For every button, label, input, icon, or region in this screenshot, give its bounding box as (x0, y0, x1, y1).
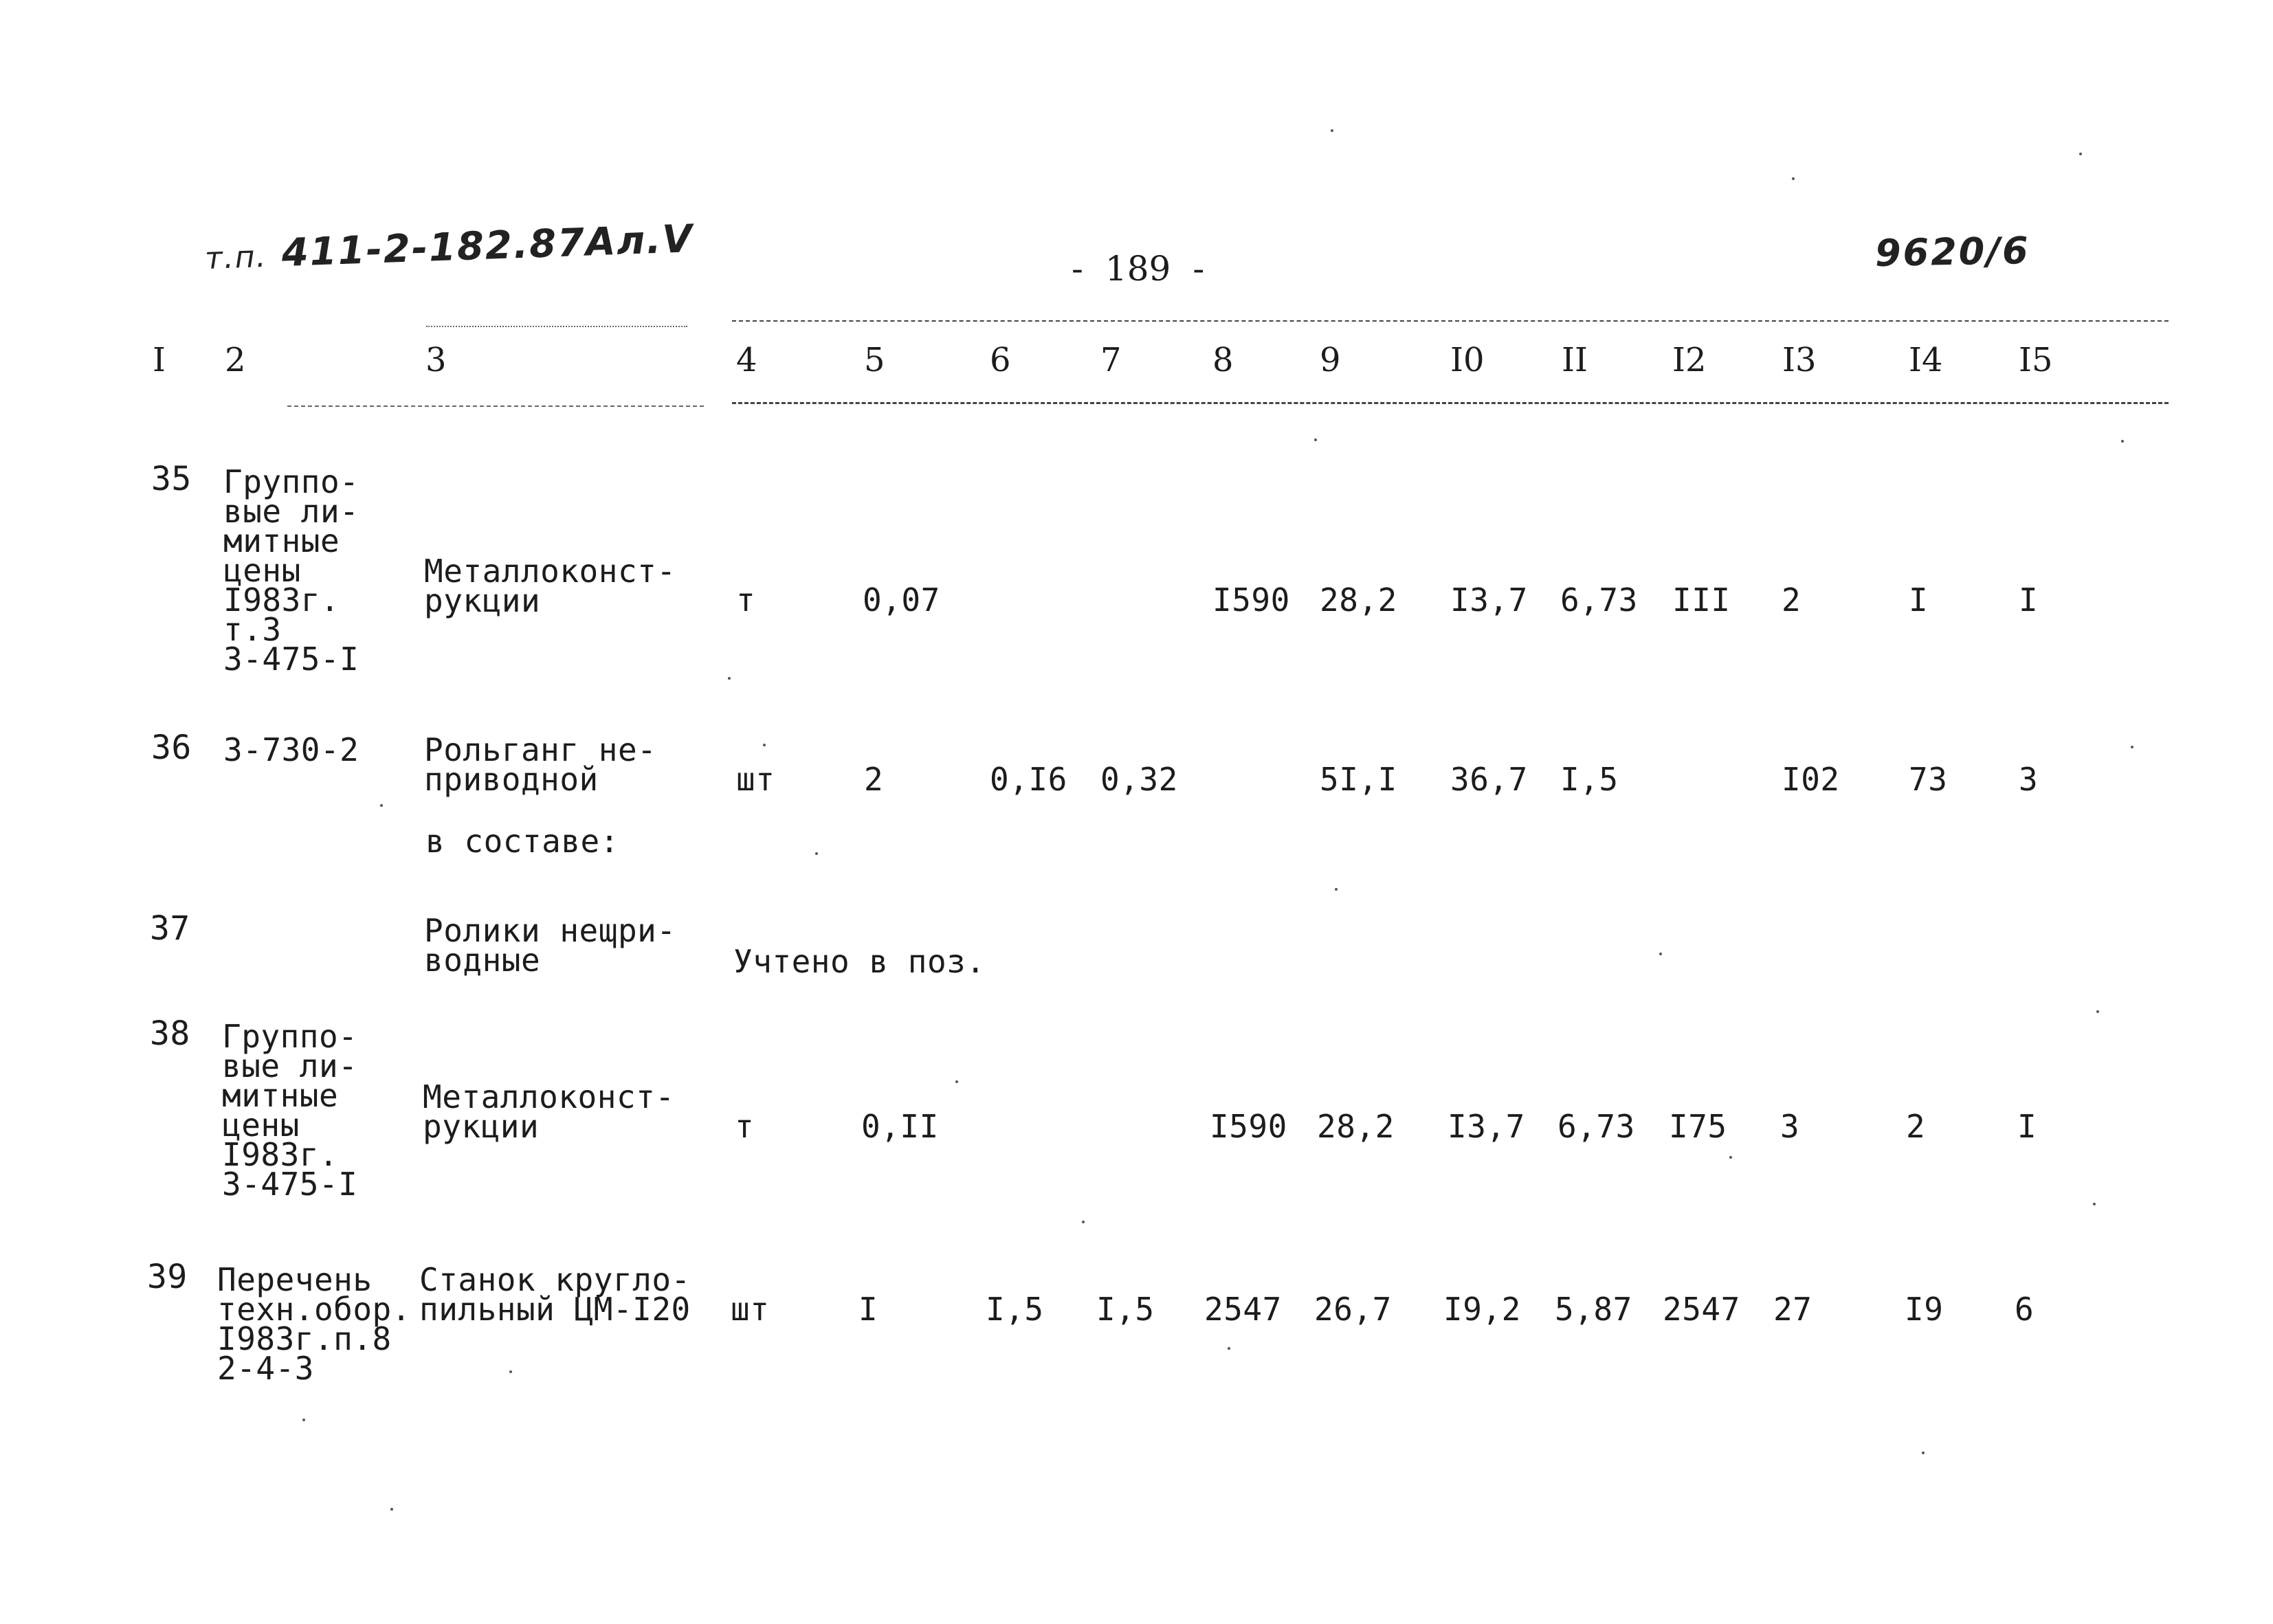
column-number: 3 (425, 341, 447, 379)
column-number: I5 (2019, 341, 2053, 379)
cell-col-5: 2 (864, 761, 884, 798)
composition-note: в составе: (425, 823, 619, 860)
cell-col-15: 6 (2015, 1291, 2034, 1328)
cell-col-12: 2547 (1663, 1291, 1740, 1328)
column-number: 2 (225, 341, 246, 379)
unit: т (736, 581, 756, 619)
header-rule-dotted (426, 326, 687, 327)
unit: шт (731, 1291, 770, 1328)
column-number: 8 (1212, 341, 1234, 379)
scan-speck (1335, 888, 1338, 891)
header-rule-bottom-left (287, 405, 704, 407)
cell-col-13: 2 (1782, 581, 1801, 619)
scan-speck (1082, 1221, 1085, 1223)
cell-col-15: I (2017, 1108, 2037, 1145)
document-reference-prefix: т.п. (204, 238, 268, 276)
cell-col-12: I75 (1669, 1108, 1727, 1145)
scan-speck (1228, 1347, 1230, 1350)
row-number: 37 (150, 909, 190, 948)
page-number-value: 189 (1105, 249, 1171, 289)
scan-speck (955, 1080, 958, 1083)
column-number: 5 (864, 341, 885, 379)
column-number: I (153, 341, 166, 379)
scan-speck (302, 1419, 305, 1421)
cell-col-13: 3 (1780, 1108, 1800, 1145)
source-reference: Перечень техн.обор. I983г.п.8 2-4-3 (217, 1261, 411, 1387)
item-name: Металлоконст- рукции (424, 553, 676, 619)
column-number: I0 (1450, 341, 1485, 379)
cell-col-6: 0,I6 (990, 761, 1067, 798)
cell-col-9: 28,2 (1320, 581, 1397, 619)
scan-speck (2121, 440, 2124, 443)
scan-speck (1314, 438, 1317, 441)
source-reference: Группо- вые ли- митные цены I983г. 3-475-I (222, 1018, 358, 1203)
cell-col-8: 2547 (1204, 1291, 1282, 1328)
cell-col-14: I (1909, 581, 1929, 619)
cell-col-10: I9,2 (1443, 1291, 1521, 1328)
row-number: 36 (151, 728, 192, 767)
item-name: Металлоконст- рукции (423, 1078, 675, 1145)
unit: шт (736, 761, 775, 798)
scan-speck (1659, 953, 1662, 955)
document-reference-code: 411-2-182.87Ал.V (280, 216, 694, 276)
cell-col-10: 36,7 (1450, 761, 1528, 798)
row-number: 35 (151, 460, 192, 498)
cell-col-7: 0,32 (1100, 761, 1178, 798)
cell-col-11: I,5 (1560, 761, 1619, 798)
column-number: 7 (1100, 341, 1122, 379)
cell-col-11: 6,73 (1557, 1108, 1635, 1145)
cell-col-9: 5I,I (1320, 761, 1397, 798)
unit: т (735, 1108, 755, 1145)
column-number: II (1562, 341, 1588, 379)
cell-col-5: I (858, 1291, 878, 1328)
scan-speck (763, 744, 766, 746)
row-number: 39 (147, 1258, 188, 1296)
column-number: 6 (990, 341, 1011, 379)
cell-col-13: 27 (1773, 1291, 1812, 1328)
item-name: Рольганг не- приводной (424, 731, 657, 798)
scan-speck (2131, 746, 2133, 748)
cell-col-6: I,5 (986, 1291, 1044, 1328)
scan-speck (390, 1508, 393, 1511)
document-reference (204, 216, 694, 278)
scan-speck (2096, 1010, 2099, 1013)
cell-col-11: 5,87 (1555, 1291, 1632, 1328)
cell-col-10: I3,7 (1448, 1108, 1525, 1145)
accounted-note: Учтено в поз. (733, 943, 986, 980)
cell-col-13: I02 (1782, 761, 1840, 798)
dash: - (1072, 249, 1083, 289)
column-number: 9 (1320, 341, 1341, 379)
cell-col-7: I,5 (1096, 1291, 1155, 1328)
cell-col-5: 0,II (861, 1108, 939, 1145)
cell-col-15: 3 (2019, 761, 2039, 798)
page-number (1050, 249, 1226, 289)
scan-speck (1922, 1451, 1925, 1454)
item-name: Ролики неպри- водные (424, 912, 676, 979)
source-reference: 3-730-2 (223, 731, 359, 768)
cell-col-8: I590 (1210, 1108, 1287, 1145)
cell-col-8: I590 (1212, 581, 1290, 619)
cell-col-14: 73 (1909, 761, 1948, 798)
scan-speck (2093, 1203, 2096, 1205)
scan-speck (1729, 1156, 1732, 1159)
item-name: Станок кругло- пильный ЦМ-I20 (419, 1261, 691, 1328)
header-rule-bottom (732, 402, 2169, 404)
column-number: 4 (736, 341, 757, 379)
cell-col-12: III (1672, 581, 1731, 619)
scan-speck (1792, 177, 1795, 180)
column-number: I4 (1909, 341, 1943, 379)
scan-speck (2079, 153, 2082, 155)
cell-col-9: 28,2 (1317, 1108, 1395, 1145)
cell-col-10: I3,7 (1450, 581, 1528, 619)
cell-col-15: I (2019, 581, 2039, 619)
sheet-code: 9620/6 (1874, 229, 2031, 275)
scan-speck (509, 1370, 512, 1373)
header-rule-top (732, 320, 2169, 322)
column-number: I2 (1672, 341, 1707, 379)
scan-speck (380, 804, 383, 807)
row-number: 38 (150, 1014, 190, 1053)
cell-col-14: I9 (1905, 1291, 1944, 1328)
cell-col-5: 0,07 (863, 581, 940, 619)
cell-col-9: 26,7 (1314, 1291, 1392, 1328)
dash: - (1193, 249, 1205, 289)
column-number: I3 (1782, 341, 1817, 379)
scan-speck (1331, 129, 1333, 132)
scan-speck (728, 677, 731, 680)
source-reference: Группо- вые ли- митные цены I983г. т.3 3-475-I (223, 463, 359, 678)
cell-col-11: 6,73 (1560, 581, 1638, 619)
scan-speck (815, 852, 818, 855)
cell-col-14: 2 (1906, 1108, 1926, 1145)
